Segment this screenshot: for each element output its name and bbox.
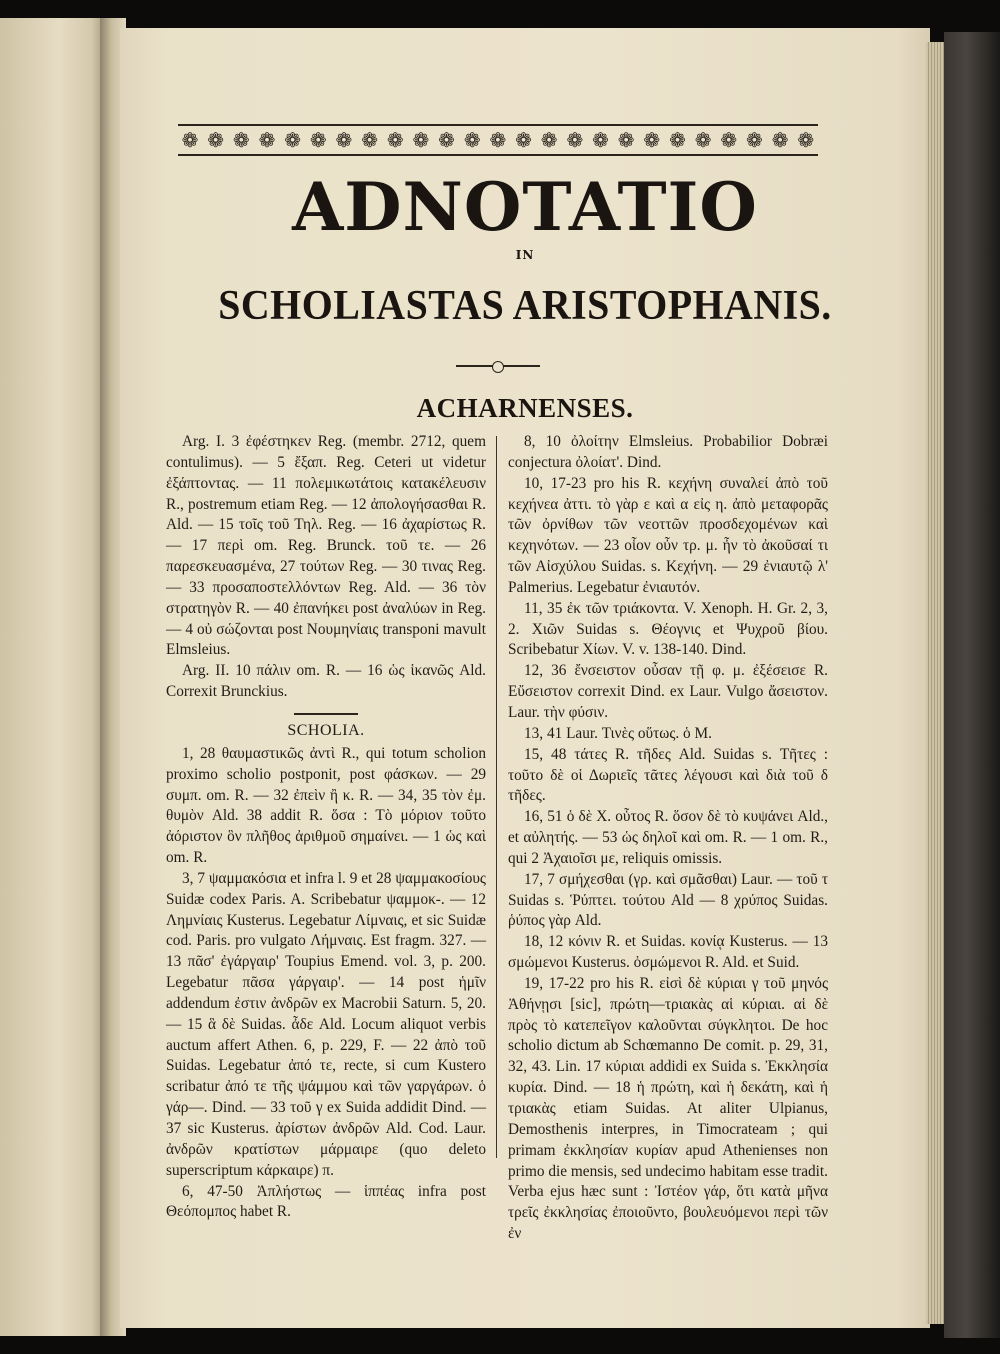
- left-page-edge: [0, 18, 108, 1336]
- ornamental-rule: [456, 365, 540, 367]
- note-paragraph: 19, 17-22 pro his R. εἰσὶ δὲ κύριαι γ τοῦ μηνός Ἀθήνῃσι [sic], πρώτη—τριακὰς αἱ κύριαι. αἱ δὲ πρὸς τὸ κατεπεῖγον καλοῦνται σύγκλητοι. De hoc scholio dictum ab Schœmanno De comit. p. 29, 31, 32, 43. Lin. 17 κύριαι addidi ex Suida s. Ἐκκλησία κυρία. Dind. — 18 ἡ πρώτη, καὶ ἡ δεκάτη, καὶ ἡ τριακὰς etiam Suidas. At aliter Ulpianus, Demosthenis interpres, in Timocrateam ; qui primam ἐκκλησίαν κυρίαν apud Athenienses non primo die mensis, sed undecimo habitam esse tradit. Verba ejus hæc sunt : Ἰστέον γάρ, ὅτι κατὰ μῆνα τρεῖς ἐκκλησίας ἐποιοῦντο, βουλευόμενοι περὶ τῶν ἐν: [508, 974, 828, 1243]
- note-paragraph: 18, 12 κόνιν R. et Suidas. κονίᾳ Kusterus. — 13 σμώμενοι Kusterus. ὀσμώμενοι R. Ald. et Suid.: [508, 933, 828, 972]
- title-connector: IN: [515, 248, 535, 262]
- note-paragraph: 8, 10 ὀλοίτην Elmsleius. Probabilior Dobræi conjectura ὀλοίατ'. Dind.: [508, 433, 828, 471]
- scholia-paragraph: 6, 47-50 Ἀπλήστως — ἱππέας infra post Θεόπομπος habet R.: [166, 1182, 486, 1221]
- note-paragraph: 17, 7 σμήχεσθαι (γρ. καὶ σμᾶσθαι) Laur. — τοῦ τ Suidas s. Ῥύπτει. τούτου Ald — 8 χρύπος Suidas. ῥύπος γὰρ Ald.: [508, 870, 828, 930]
- page-subtitle: SCHOLIASTAS ARISTOPHANIS.: [218, 283, 832, 329]
- note-paragraph: 13, 41 Laur. Τινὲς οὕτως. ὁ M.: [524, 724, 712, 742]
- note-paragraph: 10, 17-23 pro his R. κεχήνη συναλεί ἀπὸ τοῦ κεχήνεα ἀττι. τὸ γὰρ ε καὶ α εἰς η. ἀπὸ μεταφορᾶς τῶν ὀρνίθων τῶν νεοττῶν προσδεχομένων καὶ κεχηνότων. — 23 οἷον οὖν τρ. μ. ἦν τὸ ἀκοῦσαί τι τῶν Αἰσχύλου Suidas. s. Κεχήνη. — 29 ἐνιαυτῷ λ' Palmerius. Legebatur ἐνιαυτόν.: [508, 474, 828, 596]
- scholia-paragraph: 1, 28 θαυμαστικῶς ἀντὶ R., qui totum scholion proximo scholio postponit, post φάσκων. — 29 συμπ. om. R. — 32 ἐπεὶν ἢ κ. R. — 34, 35 τὸν ἐμ. θυμὸν Ald. 38 addit R. ὅσα : Τὸ μόριον τοῦτο ἀόριστον ὃν πλῆθος ἀριθμοῦ σημαίνει. — 1 ὡς καὶ om. R.: [166, 744, 486, 867]
- note-paragraph: 11, 35 ἐκ τῶν τριάκοντα. V. Xenoph. H. Gr. 2, 3, 2. Χιῶν Suidas s. Θέογνις et Ψυχροῦ βίου. Scribebatur Χίων. V. v. 138-140. Dind.: [508, 599, 828, 659]
- note-paragraph: 12, 36 ἔνσειστον οὖσαν τῇ φ. μ. ἐξέσεισε R. Εὔσειστον correxit Dind. ex Laur. Vulgo ἄσειστον. Laur. τὴν φύσιν.: [508, 662, 828, 721]
- section-heading: ACHARNENSES.: [416, 393, 634, 423]
- argument-paragraph: Arg. I. 3 ἐφέστηκεν Reg. (membr. 2712, quem contulimus). — 5 ἔξαπ. Reg. Ceteri ut videtur ἐξάπτοντας. — 11 πολεμικωτάτοις κατακέλευσιν R., postremum etiam Reg. — 12 ἀπολογήσασθαι R. Ald. — 15 τοῖς τοῦ Τηλ. Reg. — 16 ἀχαρίστως R. — 17 περὶ om. Reg. Brunck. τοῦ τε. — 26 παρεσκευασμένα, 27 τούτων Reg. — 30 τινας Reg. — 33 προσαποστελλόντων Reg. Ald. — 36 τὸν στρατηγὸν R. — 40 ἐπανήκει post ἀναλύων in Reg. — 4 οὐ σώζονται post Νουμηνίαις transponi mavult Elmsleius.: [166, 433, 486, 659]
- page-title: ADNOTATIO: [292, 168, 758, 246]
- note-paragraph: 16, 51 ὁ δὲ X. οὗτος R. ὅσον δὲ τὸ κυψάνει Ald., et αὐλητής. — 53 ὡς δηλοῖ καὶ om. R. — 1 om. R., qui 2 Ἀχαιοῖσι με, reliquis omissis.: [508, 808, 828, 867]
- book-cover-edge: [944, 32, 1000, 1338]
- scholia-heading: SCHOLIA.: [287, 721, 365, 739]
- column-divider: [496, 436, 497, 1158]
- decorative-header-band: ❁ ❁ ❁ ❁ ❁ ❁ ❁ ❁ ❁ ❁ ❁ ❁ ❁ ❁ ❁ ❁ ❁ ❁ ❁ ❁ ❁ ❁ ❁ ❁ ❁: [178, 124, 818, 156]
- left-column: [166, 432, 486, 1223]
- note-paragraph: 15, 48 τάτες R. τῆδες Ald. Suidas s. Τῆτες : τοῦτο δὲ οἱ Δωριεῖς τᾶτες λέγουσι καὶ διὰ τοῦ δ τῆδες.: [508, 745, 828, 805]
- scholia-paragraph: 3, 7 ψαμμακόσια et infra l. 9 et 28 ψαμμακοσίους Suidæ codex Paris. A. Scribebatur ψαμμοκ-. — 12 Λημνίαις Kusterus. Legebatur Λίμναις, et sic Suidæ cod. Paris. pro vulgato Λήμναις. Est fragm. 327. — 13 πᾶσ' ἐγάργαιρ' Toupius Emend. vol. 3, p. 200. Legebatur πᾶσα γάργαιρ'. — 14 post ἡμῖν addendum ἐστιν ἀνδρῶν ex Macrobii Saturn. 5, 20. — 15 ἃ δὲ Suidas. ἆδε Ald. Locum aliquot verbis auctum affert Athen. 6, p. 229, F. — 22 ἀπὸ τοῦ Suidas. Legebatur ἀπό τε, recte, si cum Kustero scribatur ἀπό τε τῆς ψάμμου καὶ τῶν γαργάρων. ὁ γάρ—. Dind. — 33 τοῦ γ ex Suida addidit Dind. — 37 sic Kusterus. ἀρίστων ἀνδρῶν Ald. Cod. Laur. ἀνδρῶν κρατίστων μάρμαιρε (quo deleto superscriptum κάρκαιρε) π.: [166, 869, 486, 1179]
- ornamental-rule: [166, 707, 486, 721]
- argument-paragraph: Arg. II. 10 πάλιν om. R. — 16 ὡς ἱκανῶς Ald. Correxit Brunckius.: [166, 662, 486, 701]
- right-column: [508, 432, 828, 1245]
